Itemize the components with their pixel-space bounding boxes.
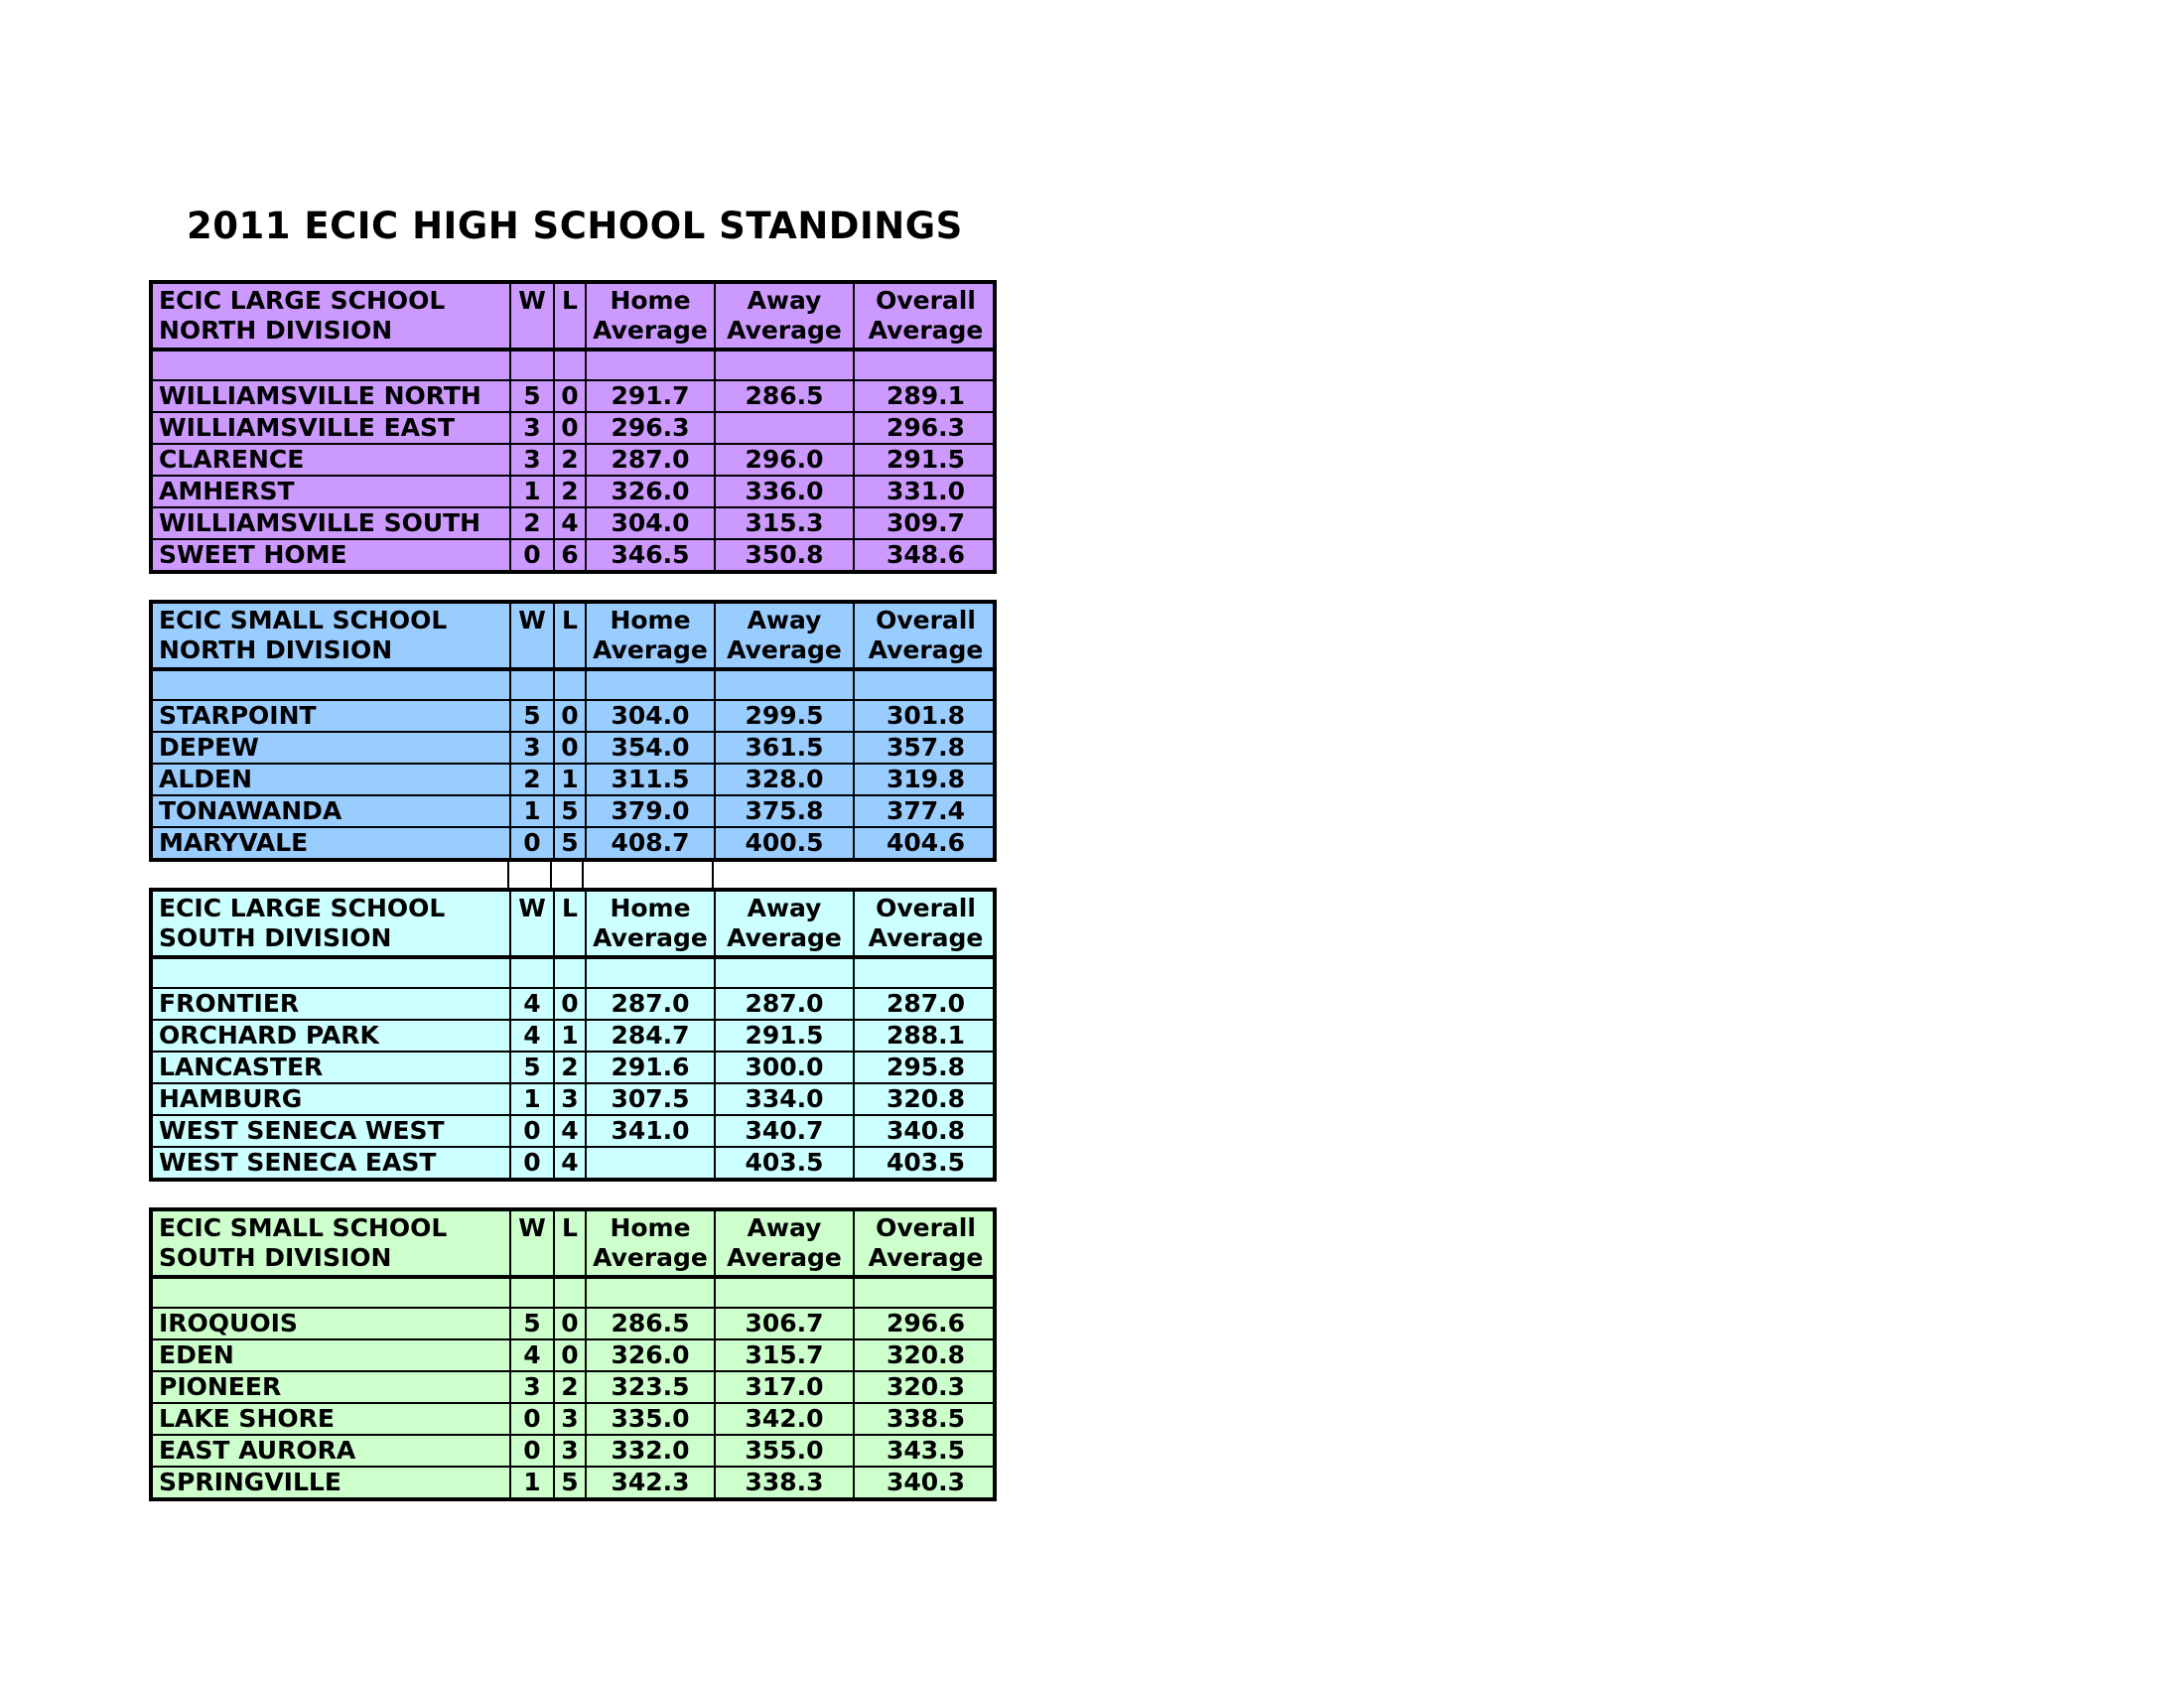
wins-cell: 4 [510,1339,554,1371]
blank-cell [854,957,997,988]
division-name-line: NORTH DIVISION [159,635,393,664]
team-name: CLARENCE [153,444,510,476]
col-header-l-line: L [562,1213,578,1242]
col-header-home [586,892,715,957]
losses-cell: 2 [554,1371,586,1403]
overall-average-cell: 309.7 [854,507,997,539]
losses-cell: 1 [554,1020,586,1052]
division-name [153,1211,510,1277]
blank-cell [153,350,510,380]
blank-row [153,669,997,700]
losses-cell: 5 [554,1467,586,1497]
home-average-cell: 326.0 [586,476,715,507]
losses-cell: 0 [554,1339,586,1371]
team-name: SPRINGVILLE [153,1467,510,1497]
col-header-w-line: W [518,1213,546,1242]
wins-cell: 4 [510,1020,554,1052]
col-header-l [554,284,586,350]
losses-cell: 3 [554,1435,586,1467]
overall-average-cell: 331.0 [854,476,997,507]
wins-cell: 1 [510,1083,554,1115]
blank-cell [854,669,997,700]
team-name: ALDEN [153,764,510,795]
away-average-cell: 296.0 [715,444,854,476]
losses-cell: 0 [554,732,586,764]
team-name: ORCHARD PARK [153,1020,510,1052]
table-row [153,764,997,795]
away-average-cell: 317.0 [715,1371,854,1403]
team-name: FRONTIER [153,988,510,1020]
division-name [153,284,510,350]
overall-average-cell: 289.1 [854,380,997,412]
wins-cell: 5 [510,700,554,732]
overall-average-cell: 320.3 [854,1371,997,1403]
overall-average-cell: 338.5 [854,1403,997,1435]
team-name: AMHERST [153,476,510,507]
blank-cell [153,957,510,988]
header-row [153,604,997,669]
table-row [153,507,997,539]
gap-line [582,858,584,888]
col-header-overall-line: Average [868,316,984,345]
table-row [153,539,997,570]
losses-cell: 4 [554,1115,586,1147]
col-header-w [510,1211,554,1277]
col-header-overall [854,604,997,669]
division-table [149,600,997,862]
table-row [153,380,997,412]
header-row [153,284,997,350]
col-header-overall-line: Overall [876,286,976,315]
table-row [153,827,997,858]
col-header-l-line: L [562,606,578,634]
blank-cell [510,957,554,988]
team-name: LAKE SHORE [153,1403,510,1435]
losses-cell: 0 [554,380,586,412]
team-name: LANCASTER [153,1052,510,1083]
losses-cell: 0 [554,700,586,732]
team-name: IROQUOIS [153,1308,510,1339]
away-average-cell: 286.5 [715,380,854,412]
home-average-cell: 304.0 [586,507,715,539]
col-header-w-line: W [518,606,546,634]
table-row [153,444,997,476]
wins-cell: 3 [510,732,554,764]
away-average-cell: 342.0 [715,1403,854,1435]
col-header-overall-line: Average [868,635,984,664]
team-name: DEPEW [153,732,510,764]
division-name-line: SOUTH DIVISION [159,1243,392,1272]
losses-cell: 0 [554,412,586,444]
overall-average-cell: 319.8 [854,764,997,795]
standings-table [153,284,997,570]
table-row [153,1083,997,1115]
home-average-cell: 341.0 [586,1115,715,1147]
standings-table [153,604,997,858]
gap-line [507,858,509,888]
col-header-away [715,892,854,957]
blank-cell [586,957,715,988]
team-name: WILLIAMSVILLE SOUTH [153,507,510,539]
division-name-line: SOUTH DIVISION [159,923,392,952]
header-row [153,1211,997,1277]
wins-cell: 4 [510,988,554,1020]
col-header-home-line: Average [593,1243,708,1272]
overall-average-cell: 357.8 [854,732,997,764]
col-header-overall [854,284,997,350]
col-header-overall-line: Overall [876,894,976,922]
away-average-cell: 361.5 [715,732,854,764]
blank-cell [715,350,854,380]
wins-cell: 1 [510,1467,554,1497]
away-average-cell: 350.8 [715,539,854,570]
away-average-cell: 300.0 [715,1052,854,1083]
away-average-cell: 338.3 [715,1467,854,1497]
gap-line [712,858,714,888]
wins-cell: 5 [510,380,554,412]
col-header-overall [854,892,997,957]
team-name: PIONEER [153,1371,510,1403]
col-header-home-line: Average [593,316,708,345]
away-average-cell: 315.7 [715,1339,854,1371]
col-header-away-line: Away [747,894,822,922]
blank-cell [554,1277,586,1308]
division-table [149,888,997,1182]
table-row [153,795,997,827]
col-header-overall-line: Overall [876,606,976,634]
col-header-home [586,1211,715,1277]
away-average-cell: 306.7 [715,1308,854,1339]
col-header-away-line: Average [727,316,842,345]
home-average-cell: 296.3 [586,412,715,444]
col-header-w [510,284,554,350]
table-row [153,1052,997,1083]
blank-cell [586,669,715,700]
wins-cell: 2 [510,507,554,539]
overall-average-cell: 320.8 [854,1083,997,1115]
table-row [153,476,997,507]
away-average-cell: 315.3 [715,507,854,539]
away-average-cell: 403.5 [715,1147,854,1178]
gap-line [550,858,552,888]
losses-cell: 5 [554,795,586,827]
table-row [153,1403,997,1435]
wins-cell: 0 [510,1435,554,1467]
team-name: HAMBURG [153,1083,510,1115]
blank-cell [554,957,586,988]
blank-cell [854,350,997,380]
col-header-away-line: Away [747,286,822,315]
losses-cell: 4 [554,507,586,539]
team-name: WEST SENECA EAST [153,1147,510,1178]
wins-cell: 0 [510,827,554,858]
away-average-cell: 375.8 [715,795,854,827]
division-name-line: ECIC SMALL SCHOOL [159,606,448,634]
home-average-cell: 286.5 [586,1308,715,1339]
col-header-away [715,1211,854,1277]
col-header-home-line: Home [610,606,691,634]
team-name: TONAWANDA [153,795,510,827]
col-header-home-line: Home [610,894,691,922]
home-average-cell: 323.5 [586,1371,715,1403]
division-table [149,1207,997,1501]
away-average-cell: 336.0 [715,476,854,507]
away-average-cell: 287.0 [715,988,854,1020]
col-header-overall-line: Average [868,1243,984,1272]
standings-table [153,892,997,1178]
col-header-away-line: Average [727,635,842,664]
overall-average-cell: 377.4 [854,795,997,827]
blank-row [153,350,997,380]
col-header-home [586,604,715,669]
wins-cell: 5 [510,1308,554,1339]
col-header-l [554,604,586,669]
team-name: WEST SENECA WEST [153,1115,510,1147]
overall-average-cell: 340.3 [886,1468,966,1496]
home-average-cell: 379.0 [586,795,715,827]
blank-cell [586,350,715,380]
division-name [153,604,510,669]
col-header-l [554,892,586,957]
wins-cell: 3 [510,444,554,476]
division-table [149,280,997,574]
team-name: EAST AURORA [153,1435,510,1467]
home-average-cell: 304.0 [586,700,715,732]
away-average-cell: 400.5 [715,827,854,858]
home-average-cell: 408.7 [586,827,715,858]
col-header-home-line: Average [593,635,708,664]
blank-cell [715,669,854,700]
col-header-home-line: Home [610,286,691,315]
losses-cell: 2 [554,1052,586,1083]
losses-cell: 1 [554,764,586,795]
col-header-home [586,284,715,350]
home-average-cell: 291.7 [586,380,715,412]
col-header-l-line: L [562,894,578,922]
team-name: MARYVALE [153,827,510,858]
blank-cell [554,669,586,700]
blank-cell [715,1277,854,1308]
team-name: EDEN [153,1339,510,1371]
home-average-cell: 335.0 [586,1403,715,1435]
table-row [153,1467,997,1497]
home-average-cell: 354.0 [586,732,715,764]
division-name-line: ECIC SMALL SCHOOL [159,1213,448,1242]
home-average-cell: 307.5 [586,1083,715,1115]
overall-average-cell: 348.6 [886,540,966,569]
blank-cell [153,1277,510,1308]
col-header-overall-line: Average [868,923,984,952]
home-average-cell: 287.0 [586,988,715,1020]
losses-cell: 0 [554,1308,586,1339]
wins-cell: 2 [510,764,554,795]
blank-cell [510,669,554,700]
overall-average-cell: 296.6 [854,1308,997,1339]
overall-average-cell: 288.1 [854,1020,997,1052]
header-row [153,892,997,957]
wins-cell: 0 [510,539,554,570]
col-header-home-line: Home [610,1213,691,1242]
col-header-l-line: L [562,286,578,315]
overall-average-cell: 340.8 [854,1115,997,1147]
losses-cell: 2 [554,476,586,507]
col-header-away-line: Away [747,606,822,634]
away-average-cell: 291.5 [715,1020,854,1052]
table-row [153,988,997,1020]
away-average-cell: 334.0 [715,1083,854,1115]
away-average-cell: 299.5 [715,700,854,732]
col-header-away-line: Average [727,923,842,952]
home-average-cell: 346.5 [586,539,715,570]
away-average-cell: 328.0 [715,764,854,795]
overall-average-cell: 404.6 [886,828,966,857]
table-row [153,412,997,444]
losses-cell: 3 [554,1403,586,1435]
losses-cell: 0 [554,988,586,1020]
blank-cell [153,669,510,700]
col-header-away-line: Away [747,1213,822,1242]
col-header-l [554,1211,586,1277]
col-header-w [510,892,554,957]
home-average-cell: 287.0 [586,444,715,476]
col-header-away [715,604,854,669]
col-header-w-line: W [518,894,546,922]
wins-cell: 1 [510,795,554,827]
home-average-cell: 342.3 [586,1467,715,1497]
division-name-line: NORTH DIVISION [159,316,393,345]
table-row [153,1339,997,1371]
losses-cell: 6 [554,539,586,570]
table-row [153,1147,997,1178]
division-name [153,892,510,957]
col-header-w-line: W [518,286,546,315]
standings-table [153,1211,997,1497]
losses-cell: 3 [554,1083,586,1115]
away-average-cell: 355.0 [715,1435,854,1467]
table-row [153,1115,997,1147]
home-average-cell: 311.5 [586,764,715,795]
blank-cell [586,1277,715,1308]
overall-average-cell: 295.8 [854,1052,997,1083]
team-name: WILLIAMSVILLE NORTH [153,380,510,412]
overall-average-cell: 287.0 [854,988,997,1020]
division-name-line: ECIC LARGE SCHOOL [159,286,446,315]
table-row [153,1435,997,1467]
overall-average-cell: 291.5 [854,444,997,476]
wins-cell: 1 [510,476,554,507]
table-row [153,732,997,764]
col-header-overall-line: Overall [876,1213,976,1242]
wins-cell: 3 [510,412,554,444]
blank-cell [510,350,554,380]
wins-cell: 0 [510,1403,554,1435]
table-row [153,1371,997,1403]
losses-cell: 4 [554,1147,586,1178]
table-row [153,1020,997,1052]
blank-cell [510,1277,554,1308]
overall-average-cell: 343.5 [854,1435,997,1467]
team-name: WILLIAMSVILLE EAST [153,412,510,444]
home-average-cell: 284.7 [586,1020,715,1052]
blank-cell [554,350,586,380]
overall-average-cell: 403.5 [886,1148,966,1177]
blank-row [153,1277,997,1308]
blank-cell [715,957,854,988]
overall-average-cell: 301.8 [854,700,997,732]
col-header-away [715,284,854,350]
home-average-cell: 326.0 [586,1339,715,1371]
col-header-overall [854,1211,997,1277]
team-name: SWEET HOME [153,539,510,570]
home-average-cell: 332.0 [586,1435,715,1467]
page-title: 2011 ECIC HIGH SCHOOL STANDINGS [187,205,963,247]
table-row [153,700,997,732]
home-average-cell [586,1147,715,1178]
overall-average-cell: 296.3 [854,412,997,444]
wins-cell: 3 [510,1371,554,1403]
wins-cell: 5 [510,1052,554,1083]
col-header-away-line: Average [727,1243,842,1272]
away-average-cell [715,412,854,444]
col-header-w [510,604,554,669]
home-average-cell: 291.6 [586,1052,715,1083]
losses-cell: 5 [554,827,586,858]
overall-average-cell: 320.8 [854,1339,997,1371]
team-name: STARPOINT [153,700,510,732]
col-header-home-line: Average [593,923,708,952]
division-name-line: ECIC LARGE SCHOOL [159,894,446,922]
wins-cell: 0 [510,1115,554,1147]
table-row [153,1308,997,1339]
wins-cell: 0 [510,1147,554,1178]
blank-cell [854,1277,997,1308]
blank-row [153,957,997,988]
away-average-cell: 340.7 [715,1115,854,1147]
losses-cell: 2 [554,444,586,476]
